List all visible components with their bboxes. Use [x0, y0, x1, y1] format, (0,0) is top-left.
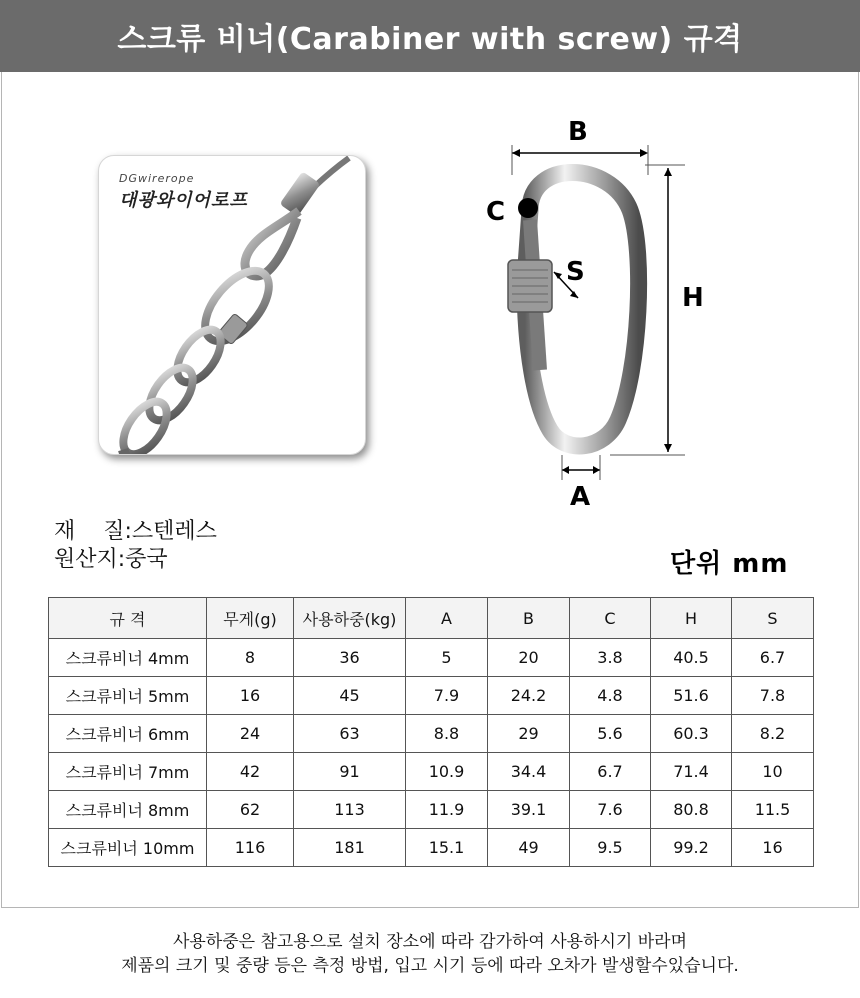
- spec-lines: [54, 518, 217, 574]
- table-cell: 5.6: [570, 715, 651, 753]
- spec-key: 원산지:: [54, 547, 126, 572]
- table-cell: 7.6: [570, 791, 651, 829]
- brand-name-en: DGwirerope: [119, 172, 195, 185]
- spec-value: 중국: [125, 547, 168, 572]
- product-photo: [98, 155, 366, 455]
- table-cell: 40.5: [651, 639, 732, 677]
- table-cell: 8: [207, 639, 294, 677]
- table-row: [49, 639, 814, 677]
- table-cell: 11.5: [732, 791, 814, 829]
- column-header: B: [488, 598, 570, 639]
- column-header: 규 격: [49, 598, 207, 639]
- dimension-label-h: H: [682, 283, 704, 313]
- notice-text: [0, 930, 860, 978]
- table-cell: 63: [294, 715, 406, 753]
- unit-label: 단위 mm: [670, 549, 789, 579]
- table-cell: 39.1: [488, 791, 570, 829]
- table-cell: 스크류비너 10mm: [49, 829, 207, 867]
- table-cell: 99.2: [651, 829, 732, 867]
- table-cell: 7.9: [406, 677, 488, 715]
- table-cell: 42: [207, 753, 294, 791]
- spec-table: [48, 597, 814, 867]
- table-row: [49, 791, 814, 829]
- table-cell: 10.9: [406, 753, 488, 791]
- column-header: S: [732, 598, 814, 639]
- column-header: C: [570, 598, 651, 639]
- table-row: [49, 677, 814, 715]
- table-cell: 16: [732, 829, 814, 867]
- table-cell: 113: [294, 791, 406, 829]
- dimension-label-b: B: [568, 117, 588, 147]
- table-cell: 49: [488, 829, 570, 867]
- table-cell: 8.2: [732, 715, 814, 753]
- dimension-label-c: C: [486, 197, 506, 227]
- table-cell: 91: [294, 753, 406, 791]
- table-row: [49, 829, 814, 867]
- table-cell: 11.9: [406, 791, 488, 829]
- table-cell: 181: [294, 829, 406, 867]
- table-cell: 스크류비너 5mm: [49, 677, 207, 715]
- brand-name-ko: 대광와이어로프: [119, 190, 248, 211]
- table-cell: 34.4: [488, 753, 570, 791]
- table-cell: 스크류비너 8mm: [49, 791, 207, 829]
- table-row: [49, 715, 814, 753]
- table-row: [49, 753, 814, 791]
- spec-origin: [54, 546, 217, 574]
- carabiner-dimension-diagram: [470, 110, 750, 510]
- table-cell: 스크류비너 6mm: [49, 715, 207, 753]
- notice-line: 제품의 크기 및 중량 등은 측정 방법, 입고 시기 등에 따라 오차가 발생할수있습니다.: [121, 956, 739, 976]
- table-cell: 62: [207, 791, 294, 829]
- table-cell: 71.4: [651, 753, 732, 791]
- table-cell: 45: [294, 677, 406, 715]
- table-header-row: [49, 598, 814, 639]
- table-cell: 116: [207, 829, 294, 867]
- table-cell: 8.8: [406, 715, 488, 753]
- table-cell: 80.8: [651, 791, 732, 829]
- table-cell: 15.1: [406, 829, 488, 867]
- table-cell: 스크류비너 7mm: [49, 753, 207, 791]
- column-header: 무게(g): [207, 598, 294, 639]
- column-header: H: [651, 598, 732, 639]
- dimension-label-s: S: [566, 257, 585, 287]
- page-title: 스크류 비너(Carabiner with screw) 규격: [0, 0, 860, 72]
- table-cell: 5: [406, 639, 488, 677]
- table-cell: 60.3: [651, 715, 732, 753]
- table-cell: 10: [732, 753, 814, 791]
- table-cell: 16: [207, 677, 294, 715]
- spec-key: 재 질:: [54, 519, 132, 544]
- table-cell: 24: [207, 715, 294, 753]
- dimension-label-a: A: [570, 482, 591, 510]
- column-header: A: [406, 598, 488, 639]
- table-cell: 36: [294, 639, 406, 677]
- table-cell: 20: [488, 639, 570, 677]
- table-cell: 9.5: [570, 829, 651, 867]
- notice-line: 사용하중은 참고용으로 설치 장소에 따라 감가하여 사용하시기 바라며: [172, 932, 688, 952]
- table-cell: 스크류비너 4mm: [49, 639, 207, 677]
- table-cell: 7.8: [732, 677, 814, 715]
- spec-material: [54, 518, 217, 546]
- table-cell: 4.8: [570, 677, 651, 715]
- c-marker: [518, 198, 538, 218]
- column-header: 사용하중(kg): [294, 598, 406, 639]
- table-cell: 29: [488, 715, 570, 753]
- table-cell: 6.7: [732, 639, 814, 677]
- table-cell: 6.7: [570, 753, 651, 791]
- spec-value: 스텐레스: [131, 519, 217, 544]
- table-cell: 51.6: [651, 677, 732, 715]
- table-cell: 24.2: [488, 677, 570, 715]
- table-cell: 3.8: [570, 639, 651, 677]
